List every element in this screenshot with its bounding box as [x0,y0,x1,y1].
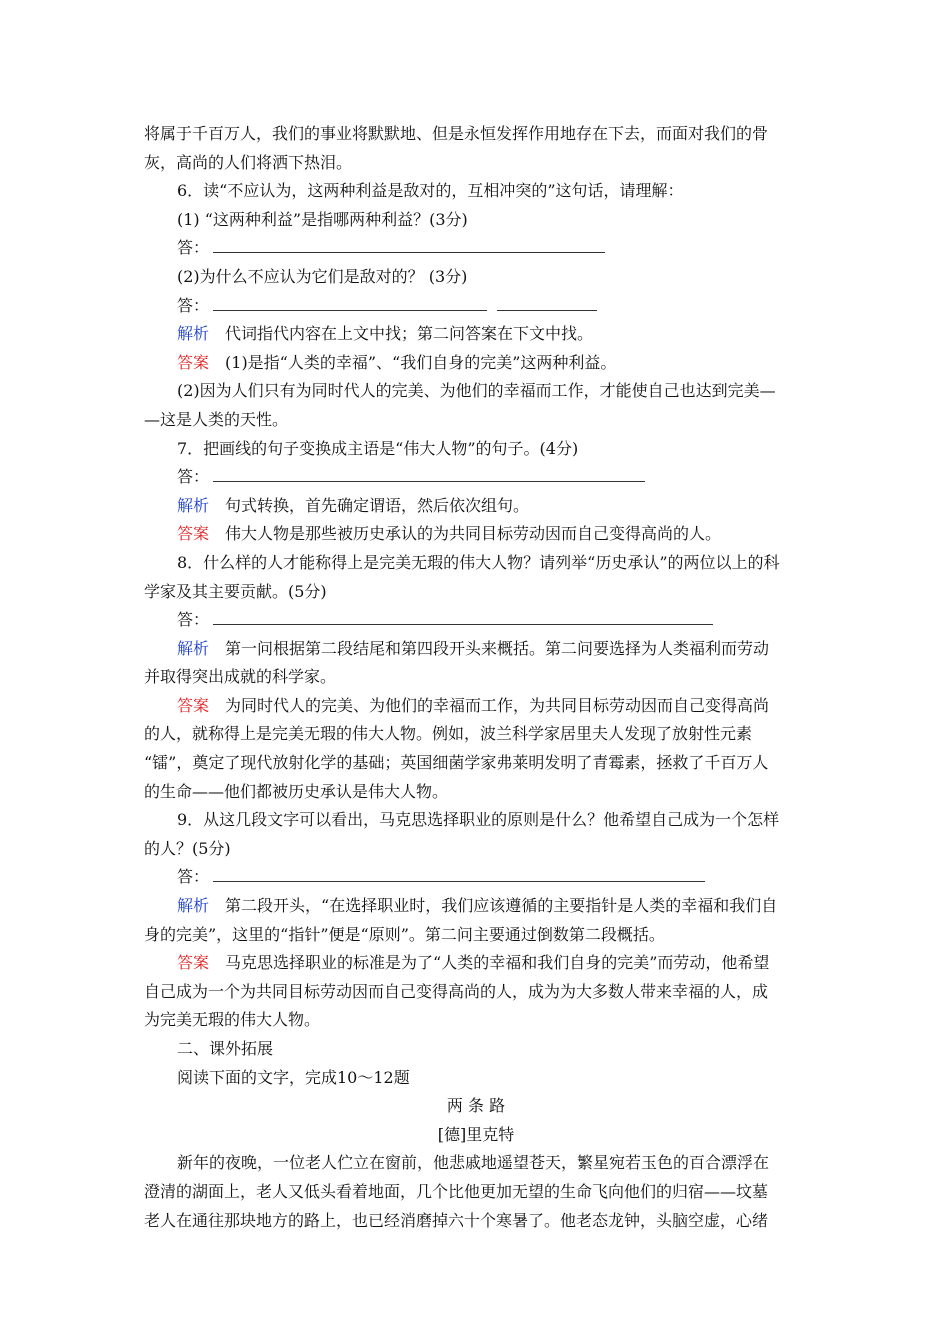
answer-blank[interactable] [213,608,713,625]
analysis-text: 句式转换，首先确定谓语，然后依次组句。 [225,495,530,515]
section-heading: 二、课外拓展 [177,1039,274,1058]
answer-9-line1 [144,949,808,978]
analysis-label: 解析 [177,324,210,344]
answer-prefix: 答： [177,238,210,258]
analysis-7 [144,492,808,521]
answer-text: (1)是指“人类的幸福”、“我们自身的完美”这两种利益。 [225,352,617,372]
analysis-text: 第二段开头，“在选择职业时，我们应该遵循的主要指针是人类的幸福和我们自 [225,896,778,916]
question-8-line2: 学家及其主要贡献。(5分) [144,581,327,601]
question-7: 7．把画线的句子变换成主语是“伟大人物”的句子。(4分) [177,438,579,458]
analysis-6 [144,320,808,349]
answer-prefix: 答： [177,467,210,487]
answer-6 [144,349,808,378]
answer-6-2-line2: —这是人类的天性。 [144,409,289,429]
reading-instruction: 阅读下面的文字，完成10～12题 [177,1067,410,1087]
story-line3: 老人在通往那块地方的路上，也已经消磨掉六十个寒暑了。他老态龙钟，头脑空虚，心绪 [144,1210,769,1230]
answer-prefix: 答： [177,295,210,315]
answer-8-line1 [144,692,808,721]
analysis-label: 解析 [177,896,210,916]
question-6-2: (2)为什么不应认为它们是敌对的？ (3分) [177,266,468,286]
story-author: [德]里克特 [437,1124,515,1144]
analysis-9-line1 [144,892,808,921]
story-line1: 新年的夜晚，一位老人伫立在窗前，他悲戚地遥望苍天，繁星宛若玉色的百合漂浮在 [177,1153,770,1173]
answer-line-8 [144,606,808,635]
answer-8-line2: 的人，就称得上是完美无瑕的伟大人物。例如，波兰科学家居里夫人发现了放射性元素 [144,724,753,744]
answer-line-9 [144,863,808,892]
question-6: 6．读“不应认为，这两种利益是敌对的，互相冲突的”这句话，请理解： [177,181,684,201]
answer-blank[interactable] [213,236,605,253]
answer-blank[interactable] [213,294,487,311]
document-content [144,120,808,1235]
question-6-1: (1) “这两种利益”是指哪两种利益？(3分) [177,209,468,229]
answer-9-line2: 自己成为一个为共同目标劳动因而自己变得高尚的人，成为为大多数人带来幸福的人，成 [144,981,769,1001]
answer-label: 答案 [177,352,210,372]
story-title: 两 条 路 [446,1096,506,1116]
answer-6-2-line1: (2)因为人们只有为同时代人的完美、为他们的幸福而工作，才能使自己也达到完美— [177,381,776,401]
answer-7 [144,520,808,549]
answer-prefix: 答： [177,867,210,887]
analysis-9-line2: 身的完美”，这里的“指针”便是“原则”。第二问主要通过倒数第二段概括。 [144,924,665,944]
answer-label: 答案 [177,695,210,715]
answer-8-line3: “镭”，奠定了现代放射化学的基础；英国细菌学家弗莱明发明了青霉素，拯救了千百万人 [144,753,769,773]
analysis-8-line2: 并取得突出成就的科学家。 [144,667,337,687]
answer-9-line3: 为完美无瑕的伟大人物。 [144,1010,321,1030]
analysis-8-line1 [144,635,808,664]
answer-prefix: 答： [177,610,210,630]
answer-text: 马克思选择职业的标准是为了“人类的幸福和我们自身的完美”而劳动，他希望 [225,953,770,973]
analysis-label: 解析 [177,495,210,515]
story-line2: 澄清的湖面上，老人又低头看着地面，几个比他更加无望的生命飞向他们的归宿——坟墓 [144,1181,769,1201]
answer-label: 答案 [177,953,210,973]
answer-line-6-2 [144,292,808,321]
question-9-line1: 9．从这几段文字可以看出，马克思选择职业的原则是什么？他希望自己成为一个怎样 [177,810,780,830]
text-line: 将属于千百万人，我们的事业将默默地、但是永恒发挥作用地存在下去，而面对我们的骨 [144,124,769,143]
analysis-text: 代词指代内容在上文中找；第二问答案在下文中找。 [225,324,594,344]
question-8-line1: 8．什么样的人才能称得上是完美无瑕的伟大人物？请列举“历史承认”的两位以上的科 [177,552,780,572]
answer-text: 为同时代人的完美、为他们的幸福而工作，为共同目标劳动因而自己变得高尚 [225,695,770,715]
analysis-text: 第一问根据第二段结尾和第四段开头来概括。第二问要选择为人类福利而劳动 [225,638,770,658]
analysis-label: 解析 [177,638,210,658]
answer-text: 伟大人物是那些被历史承认的为共同目标劳动因而自己变得高尚的人。 [225,524,722,544]
question-9-line2: 的人？(5分) [144,838,231,858]
answer-line-7 [144,463,808,492]
text-line: 灰，高尚的人们将洒下热泪。 [144,152,353,172]
answer-blank[interactable] [213,865,705,882]
answer-blank[interactable] [497,294,597,311]
answer-blank[interactable] [213,465,645,482]
answer-line-6-1 [144,234,808,263]
answer-8-line4: 的生命——他们都被历史承认是伟大人物。 [144,781,449,801]
answer-label: 答案 [177,524,210,544]
